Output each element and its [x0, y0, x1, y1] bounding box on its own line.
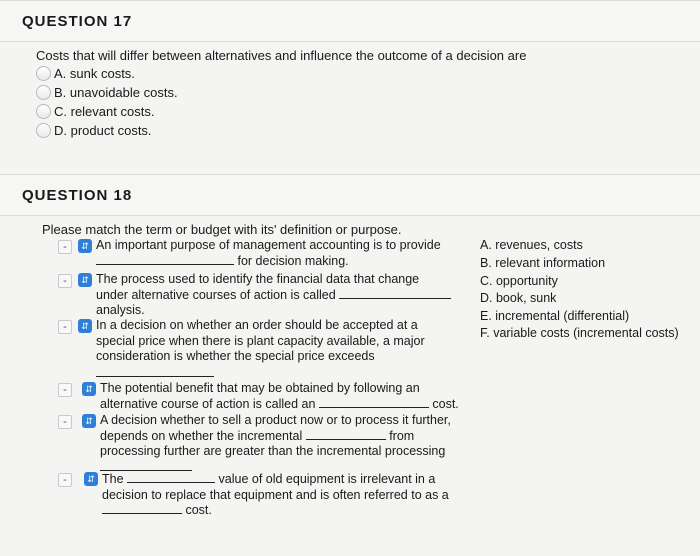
match-row-1: An important purpose of management accounting is to provide	[96, 238, 441, 252]
collapse-toggle[interactable]: -	[58, 274, 72, 288]
radio-button[interactable]	[36, 85, 51, 100]
question-18-header	[0, 174, 700, 216]
radio-button[interactable]	[36, 123, 51, 138]
match-row-3-line2: special price when there is plant capacity available, a major	[96, 334, 425, 348]
collapse-toggle[interactable]: -	[58, 320, 72, 334]
answer-blank	[306, 429, 386, 440]
collapse-toggle[interactable]: -	[58, 473, 72, 487]
match-row-5-line2: depends on whether the incremental from	[100, 429, 415, 443]
collapse-toggle[interactable]: -	[58, 383, 72, 397]
match-row-2-line3: analysis.	[96, 303, 145, 317]
match-row-2: The process used to identify the financial data that change	[96, 272, 420, 286]
match-select-4[interactable]: ⇵	[82, 382, 96, 396]
option-c[interactable]	[36, 104, 154, 119]
question-17-header	[0, 0, 700, 42]
match-row-6-line3: cost.	[102, 503, 212, 517]
collapse-toggle[interactable]: -	[58, 415, 72, 429]
question-17-title: QUESTION 17	[22, 13, 133, 30]
option-label: A. sunk costs.	[54, 66, 135, 81]
match-row-5-line3: processing further are greater than the incremental processing	[100, 444, 446, 458]
answer-blank	[96, 254, 234, 265]
match-select-5[interactable]: ⇵	[82, 414, 96, 428]
answer-c: C. opportunity	[480, 274, 558, 288]
match-row-3-line3: consideration is whether the special price exceeds	[96, 349, 375, 363]
option-d[interactable]	[36, 123, 152, 138]
answer-blank	[339, 288, 451, 299]
match-select-1[interactable]: ⇵	[78, 239, 92, 253]
match-select-3[interactable]: ⇵	[78, 319, 92, 333]
option-label: C. relevant costs.	[54, 104, 155, 119]
option-label: B. unavoidable costs.	[54, 85, 178, 100]
match-select-2[interactable]: ⇵	[78, 273, 92, 287]
match-row-3: In a decision on whether an order should be accepted at a	[96, 318, 418, 332]
answer-b: B. relevant information	[480, 256, 606, 270]
option-b[interactable]	[36, 85, 178, 100]
question-17-stem: Costs that will differ between alternatives and influence the outcome of a decision are	[36, 48, 527, 63]
answer-f: F. variable costs (incremental costs)	[480, 326, 679, 340]
match-row-1-line2: for decision making.	[96, 254, 349, 268]
answer-blank	[127, 472, 215, 483]
answer-blank	[102, 503, 182, 514]
option-label: D. product costs.	[54, 123, 152, 138]
collapse-toggle[interactable]: -	[58, 240, 72, 254]
radio-button[interactable]	[36, 104, 51, 119]
answer-blank	[100, 460, 192, 471]
question-18-stem: Please match the term or budget with its' definition or purpose.	[42, 222, 402, 237]
answer-a: A. revenues, costs	[480, 238, 583, 252]
option-a[interactable]	[36, 66, 135, 81]
match-row-4-line2: alternative course of action is called an cost.	[100, 397, 459, 411]
answer-d: D. book, sunk	[480, 291, 557, 305]
match-row-3-line4	[96, 366, 214, 380]
match-row-6: The value of old equipment is irrelevant in a	[102, 472, 436, 486]
match-row-4: The potential benefit that may be obtained by following an	[100, 381, 420, 395]
match-row-2-line2: under alternative courses of action is called	[96, 288, 451, 302]
question-18-title: QUESTION 18	[22, 187, 133, 204]
match-select-6[interactable]: ⇵	[84, 472, 98, 486]
answer-blank	[96, 366, 214, 377]
answer-e: E. incremental (differential)	[480, 309, 630, 323]
match-row-6-line2: decision to replace that equipment and is often referred to as a	[102, 488, 449, 502]
match-row-5: A decision whether to sell a product now or to process it further,	[100, 413, 451, 427]
answer-blank	[319, 397, 429, 408]
radio-button[interactable]	[36, 66, 51, 81]
